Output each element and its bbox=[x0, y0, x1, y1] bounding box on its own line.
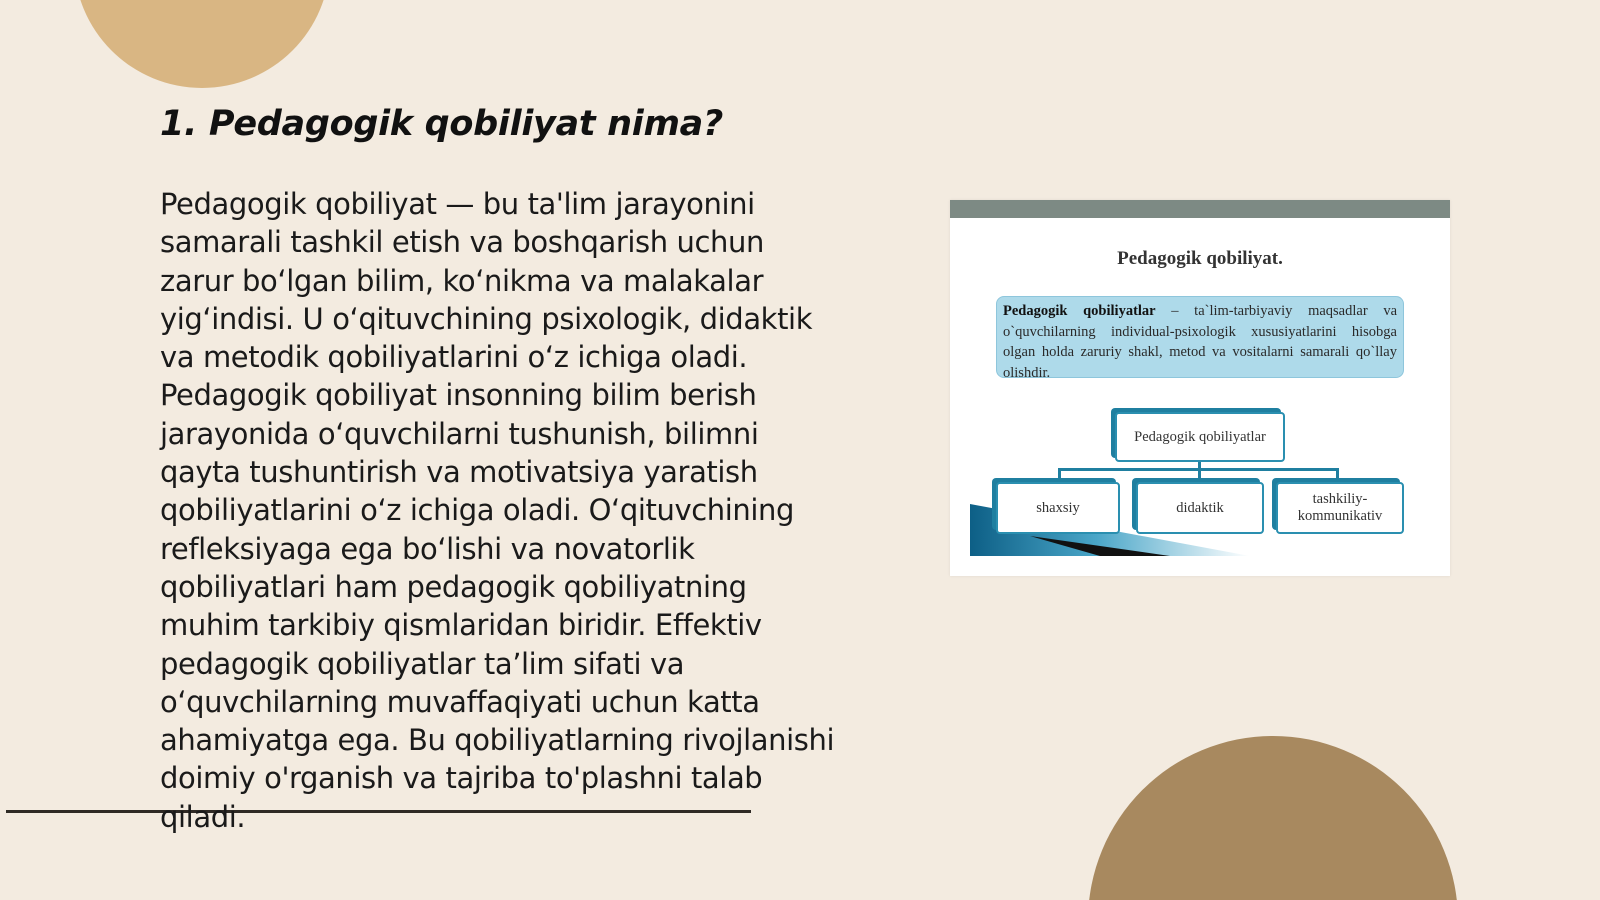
decorative-circle-top bbox=[74, 0, 330, 88]
diagram-node-root: Pedagogik qobiliyatlar bbox=[1115, 412, 1285, 462]
connector-right bbox=[1336, 468, 1339, 478]
definition-text: – ta`lim-tarbiyaviy maqsadlar va o`quvchilarning individual-psixologik xususiyatlarini hisobga olgan holda zaruriy shakl, metod va vositalarni samarali qo`llay olishdir. bbox=[1003, 303, 1398, 381]
slide-title: 1. Pedagogik qobiliyat nima? bbox=[160, 104, 723, 144]
figure-header-bar bbox=[950, 200, 1450, 218]
diagram-node-shaxsiy: shaxsiy bbox=[996, 482, 1120, 534]
slide-body-text: Pedagogik qobiliyat — bu ta'lim jarayonini samarali tashkil etish va boshqarish uchun zarur boʻlgan bilim, koʻnikma va malakalar yigʻindisi. U oʻqituvchining psixologik, didaktik va metodik qobiliyatlarini oʻz ichiga oladi. Pedagogik qobiliyat insonning bilim berish jarayonida oʻquvchilarni tushunish, bilimni qayta tushuntirish va motivatsiya yaratish qobiliyatlarini oʻz ichiga oladi. Oʻqituvchining refleksiyaga ega boʻlishi va novatorlik qobiliyatlari ham pedagogik qobiliyatning muhim tarkibiy qismlaridan biridir. Effektiv pedagogik qobiliyatlar taʼlim sifati va oʻquvchilarning muvaffaqiyati uchun katta ahamiyatga ega. Bu qobiliyatlarning rivojlanishi doimiy o'rganish va tajriba to'plashni talab qiladi. bbox=[160, 187, 835, 834]
figure-title: Pedagogik qobiliyat. bbox=[1117, 248, 1283, 269]
connector-middle bbox=[1198, 468, 1201, 478]
connector-left bbox=[1058, 468, 1061, 478]
diagram-node-tashkiliy: tashkiliy-kommunikativ bbox=[1276, 482, 1404, 534]
definition-box bbox=[996, 296, 1404, 381]
decorative-circle-bottom bbox=[1088, 736, 1458, 900]
diagram-image bbox=[950, 200, 1450, 576]
diagram-node-didaktik: didaktik bbox=[1136, 482, 1264, 534]
definition-term: Pedagogik qobiliyatlar bbox=[1003, 303, 1156, 319]
